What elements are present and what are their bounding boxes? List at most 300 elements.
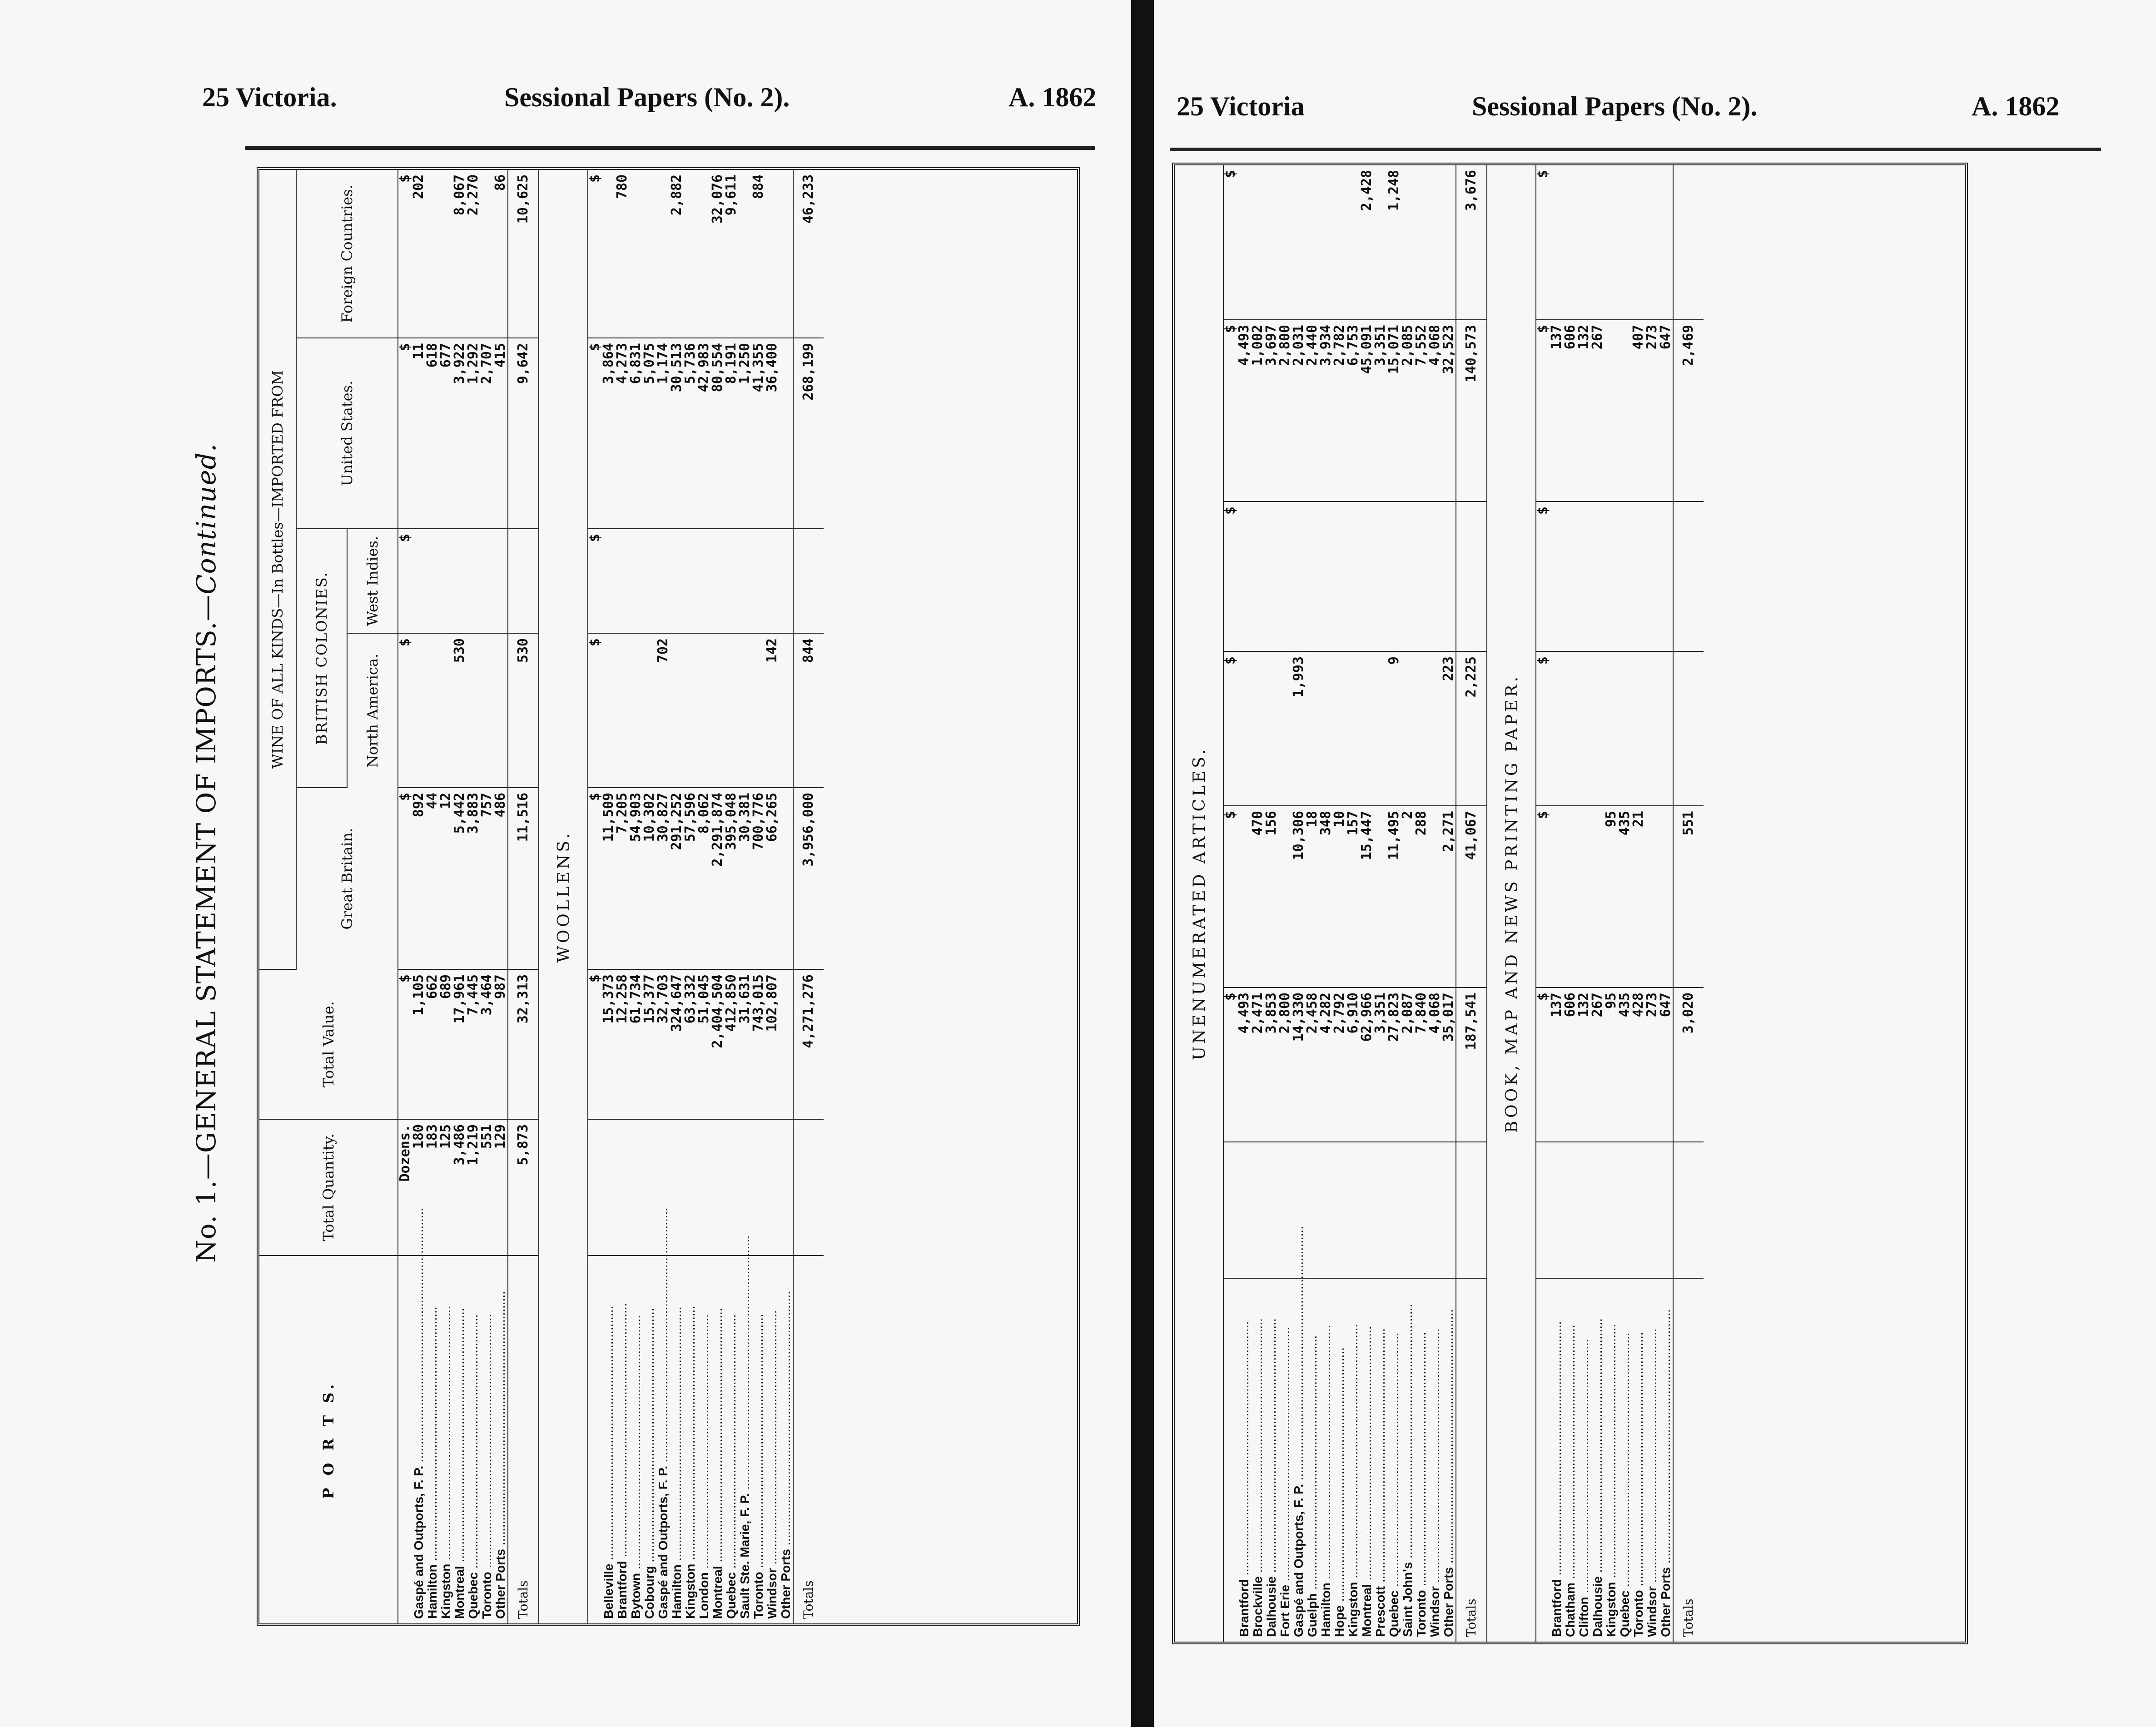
cell-na [1333,651,1346,806]
cell-na [1237,651,1251,806]
unenumerated-totals-na: 2,225 [1456,651,1487,806]
cell-value: 3,351 [1374,988,1387,1142]
cell-qty: 180 [412,1119,426,1256]
cell-value: 662 [426,969,439,1119]
cell-fc [1251,165,1265,320]
cell-us: 6,753 [1346,320,1360,501]
cell-gb: 5,442 [453,788,467,969]
cell-us: 6,831 [629,338,643,529]
cell-value: 4,282 [1319,988,1333,1142]
port-name: Montreal ..... [711,1261,725,1619]
cell-na [1319,651,1333,806]
section-title-woollens: WOOLLENS. [539,170,588,1623]
cell-fc [629,170,643,338]
port-name: Hamilton ..... [670,1261,684,1619]
table-row [616,170,629,1623]
cell-fc [602,170,616,338]
totals-us: 9,642 [508,338,539,529]
cell-fc [1401,165,1415,320]
book-totals-value: 3,020 [1673,988,1704,1142]
cell-gb [1591,806,1605,988]
table-row [1346,165,1360,1642]
cell-fc [779,170,793,338]
cell-gb: 2 [1401,806,1415,988]
cell-fc [1428,165,1442,320]
table-row [1374,165,1387,1642]
port-name-cell [1591,1278,1605,1642]
cell-qty: 125 [439,1119,453,1256]
cell-na [697,633,711,788]
cell-us: 647 [1659,320,1673,501]
cell-us: 1,174 [656,338,670,529]
port-name-cell [1428,1278,1442,1642]
port-name: Toronto ..... [1632,1283,1645,1637]
cell-value: 31,631 [738,969,752,1119]
cell-na [670,633,684,788]
cell-fc [643,170,656,338]
woollens-totals-us: 268,199 [793,338,824,529]
cell-fc [1319,165,1333,320]
port-name: Chatham ..... [1564,1283,1577,1637]
cell-fc: 2,882 [670,170,684,338]
running-head-session: 25 Victoria. [202,82,337,112]
cell-fc: 2,270 [467,170,480,338]
port-name: Brantford ..... [616,1261,629,1619]
port-name: Windsor ..... [1645,1283,1659,1637]
cell-na [725,633,738,788]
cell-qty: 3,486 [453,1119,467,1256]
cell-fc [1265,165,1278,320]
cell-fc [1333,165,1346,320]
port-name-cell [1564,1278,1577,1642]
table-row [453,170,467,1623]
table-row [1292,165,1306,1642]
col-total-value: Total Value. [259,969,398,1119]
port-name-cell [684,1256,697,1623]
cell-us: 2,085 [1401,320,1415,501]
table-row [1265,165,1278,1642]
port-name: Brockville ..... [1251,1283,1265,1637]
totals-wi [508,529,539,633]
cell-us: 4,493 [1237,320,1251,501]
table-title-main: No. 1.—GENERAL STATEMENT OF IMPORTS.— [191,594,222,1263]
port-name-cell [602,1256,616,1623]
book-unit-value: $ [1536,988,1550,1142]
col-british-colonies: BRITISH COLONIES. [296,529,347,788]
book-totals-us: 2,469 [1673,320,1704,501]
port-name-cell [1415,1278,1428,1642]
port-name-cell [1278,1278,1292,1642]
port-name-cell [1237,1278,1251,1642]
cell-us: 606 [1564,320,1577,501]
wine-totals-row [508,170,539,1623]
cell-gb [1577,806,1591,988]
cell-us: 137 [1550,320,1564,501]
port-name-cell [1292,1278,1306,1642]
cell-value: 102,807 [765,969,779,1119]
cell-fc: 1,248 [1387,165,1401,320]
unenumerated-unit-na: $ [1223,651,1237,806]
woollens-totals-fc: 46,233 [793,170,824,338]
table-row [1251,165,1265,1642]
port-name-cell [1319,1278,1333,1642]
cell-fc [697,170,711,338]
cell-value: 3,853 [1265,988,1278,1142]
table-row [1618,165,1632,1642]
cell-value: 12,258 [616,969,629,1119]
running-head-year: A. 1862 [1008,82,1097,112]
table-row [779,170,793,1623]
port-name: Windsor ..... [1428,1283,1442,1637]
unit-na: $ [398,633,412,788]
running-head-session-right: 25 Victoria [1177,91,1305,121]
cell-us: 8,191 [725,338,738,529]
cell-gb [1659,806,1673,988]
cell-us: 32,523 [1442,320,1456,501]
cell-fc [1442,165,1456,320]
cell-us: 41,355 [752,338,765,529]
cell-qty: 183 [426,1119,439,1256]
table-row [738,170,752,1623]
cell-us: 30,513 [670,338,684,529]
book-totals-label: Totals [1673,1278,1704,1642]
cell-na [779,633,793,788]
port-name-cell [711,1256,725,1623]
cell-us: 3,922 [453,338,467,529]
imports-table-right [1172,163,1968,1644]
port-name: Toronto ..... [752,1261,765,1619]
cell-na [1306,651,1319,806]
cell-na [1251,651,1265,806]
cell-value: 27,823 [1387,988,1401,1142]
unenumerated-book-table [1175,165,1704,1642]
port-name: Bytown ..... [629,1261,643,1619]
unenumerated-unit-gb: $ [1223,806,1237,988]
cell-fc: 32,076 [711,170,725,338]
cell-value: 2,404,504 [711,969,725,1119]
cell-value: 51,045 [697,969,711,1119]
cell-value: 4,068 [1428,988,1442,1142]
cell-gb: 11,495 [1387,806,1401,988]
cell-value: 14,330 [1292,988,1306,1142]
cell-us: 407 [1632,320,1645,501]
cell-value: 7,445 [467,969,480,1119]
cell-us: 415 [494,338,508,529]
cell-value: 95 [1605,988,1618,1142]
cell-gb: 395,048 [725,788,738,969]
unenumerated-totals-gb: 41,067 [1456,806,1487,988]
cell-gb: 157 [1346,806,1360,988]
cell-value: 1,105 [412,969,426,1119]
right-page [1154,0,2156,1727]
rule [245,146,1095,150]
cell-gb [1237,806,1251,988]
col-united-states: United States. [296,338,398,529]
cell-na: 223 [1442,651,1456,806]
cell-us [1605,320,1618,501]
table-row [494,170,508,1623]
cell-fc [1306,165,1319,320]
cell-value: 2,087 [1401,988,1415,1142]
cell-gb: 8,062 [697,788,711,969]
port-name-cell [453,1256,467,1623]
cell-value: 62,966 [1360,988,1374,1142]
port-name-cell [1333,1278,1346,1642]
cell-value: 606 [1564,988,1577,1142]
table-row [656,170,670,1623]
cell-value: 987 [494,969,508,1119]
port-name-cell [725,1256,738,1623]
port-name-cell [1632,1278,1645,1642]
cell-gb: 30,381 [738,788,752,969]
section-title-unenumerated: UNENUMERATED ARTICLES. [1175,165,1223,1642]
table-row [629,170,643,1623]
woollens-totals-na: 844 [793,633,824,788]
cell-gb: 3,883 [467,788,480,969]
port-name-cell [697,1256,711,1623]
cell-gb: 11,509 [602,788,616,969]
unenumerated-unit-row [1223,165,1237,1642]
running-head-title: Sessional Papers (No. 2). [504,82,790,112]
port-name: Brantford ..... [1237,1283,1251,1637]
port-name: Hope ..... [1333,1283,1346,1637]
cell-gb: 486 [494,788,508,969]
table-row [1401,165,1415,1642]
cell-gb: 2,291,874 [711,788,725,969]
cell-us: 36,400 [765,338,779,529]
cell-gb: 291,252 [670,788,684,969]
cell-fc [426,170,439,338]
cell-us: 2,440 [1306,320,1319,501]
cell-gb: 2,271 [1442,806,1456,988]
cell-na [1346,651,1360,806]
port-name-cell [1442,1278,1456,1642]
unit-us: $ [398,338,412,529]
unit-row [398,170,412,1623]
table-row [1564,165,1577,1642]
port-name: Gaspé and Outports, F. P. ..... [412,1261,426,1619]
cell-fc: 2,428 [1360,165,1374,320]
port-name-cell [494,1256,508,1623]
port-name-cell [1659,1278,1673,1642]
cell-value: 7,840 [1415,988,1428,1142]
port-name-cell [765,1256,779,1623]
cell-value: 689 [439,969,453,1119]
imports-table-left [257,167,1080,1626]
unenumerated-unit-wi: $ [1223,501,1237,651]
cell-na [738,633,752,788]
totals-qty: 5,873 [508,1119,539,1256]
table-row [439,170,453,1623]
table-row [1659,165,1673,1642]
port-name-cell [1605,1278,1618,1642]
cell-fc: 884 [752,170,765,338]
cell-value: 3,464 [480,969,494,1119]
totals-label: Totals [508,1256,539,1623]
cell-fc [738,170,752,338]
cell-fc: 8,067 [453,170,467,338]
col-west-indies: West Indies. [347,529,398,633]
cell-fc [1278,165,1292,320]
unenumerated-totals-label: Totals [1456,1278,1487,1642]
woollens-unit-row [588,170,602,1623]
cell-us: 132 [1577,320,1591,501]
table-row [412,170,426,1623]
woollens-totals-gb: 3,956,000 [793,788,824,969]
cell-gb: 44 [426,788,439,969]
cell-us: 3,697 [1265,320,1278,501]
table-row [697,170,711,1623]
table-row [670,170,684,1623]
port-name: Other Ports ..... [1659,1283,1673,1637]
port-name: Montreal ..... [1360,1283,1374,1637]
cell-gb: 66,265 [765,788,779,969]
cell-value: 273 [1645,988,1659,1142]
cell-us [1618,320,1632,501]
cell-gb [1645,806,1659,988]
table-row [1645,165,1659,1642]
table-row [725,170,738,1623]
table-row [1333,165,1346,1642]
cell-wi [467,529,480,633]
cell-value: 32,703 [656,969,670,1119]
cell-us: 2,800 [1278,320,1292,501]
port-name-cell [412,1256,426,1623]
cell-wi [494,529,508,633]
cell-gb: 892 [412,788,426,969]
unit-qty: Dozens. [398,1119,412,1256]
cell-gb: 12 [439,788,453,969]
cell-us: 5,736 [684,338,697,529]
book-totals-row [1673,165,1704,1642]
port-name-cell [1346,1278,1360,1642]
cell-us: 11 [412,338,426,529]
table-row [765,170,779,1623]
cell-fc [1237,165,1251,320]
cell-na [1428,651,1442,806]
table-row [467,170,480,1623]
cell-qty: 551 [480,1119,494,1256]
woollens-unit-na: $ [588,633,602,788]
cell-na [1374,651,1387,806]
book-unit-gb: $ [1536,806,1550,988]
cell-value: 6,910 [1346,988,1360,1142]
cell-us: 2,031 [1292,320,1306,501]
cell-us [779,338,793,529]
cell-wi [439,529,453,633]
cell-wi [412,529,426,633]
cell-us: 5,075 [643,338,656,529]
port-name: Sault Ste. Marie, F. P. ..... [738,1261,752,1619]
port-name-cell [467,1256,480,1623]
cell-qty: 1,219 [467,1119,480,1256]
cell-wi [426,529,439,633]
cell-na: 9 [1387,651,1401,806]
cell-value: 61,734 [629,969,643,1119]
cell-fc [480,170,494,338]
book-totals-gb: 551 [1673,806,1704,988]
cell-us: 4,068 [1428,320,1442,501]
cell-na [480,633,494,788]
cell-fc [656,170,670,338]
cell-fc [684,170,697,338]
binding-gutter [1131,0,1154,1727]
table-title [191,443,222,1263]
table-row [752,170,765,1623]
rule-right [1170,148,2101,151]
port-name-cell [670,1256,684,1623]
table-row [643,170,656,1623]
port-name: Kingston ..... [684,1261,697,1619]
table-row [1577,165,1591,1642]
book-unit-fc: $ [1536,165,1550,320]
woollens-totals-value: 4,271,276 [793,969,824,1119]
col-total-quantity: Total Quantity. [259,1119,398,1256]
cell-us: 7,552 [1415,320,1428,501]
cell-na [1360,651,1374,806]
cell-gb: 95 [1605,806,1618,988]
col-ports: P O R T S. [259,1256,398,1623]
woollens-totals-row [793,170,824,1623]
cell-fc [1374,165,1387,320]
cell-gb: 30,827 [656,788,670,969]
table-row [1360,165,1374,1642]
port-name-cell [1374,1278,1387,1642]
cell-value: 2,792 [1333,988,1346,1142]
section-title-book: BOOK, MAP AND NEWS PRINTING PAPER. [1487,165,1536,1642]
cell-fc [765,170,779,338]
cell-na [616,633,629,788]
cell-value: 2,471 [1251,988,1265,1142]
cell-gb [779,788,793,969]
cell-gb: 348 [1319,806,1333,988]
port-name: Montreal ..... [453,1261,467,1619]
cell-value: 2,458 [1306,988,1319,1142]
port-name-cell [779,1256,793,1623]
cell-na [602,633,616,788]
col-foreign-countries: Foreign Countries. [296,170,398,338]
port-name: Gaspé and Outports, F. P. ..... [656,1261,670,1619]
port-name: Other Ports ..... [494,1261,507,1619]
cell-fc: 202 [412,170,426,338]
port-name-cell [1251,1278,1265,1642]
cell-fc: 9,611 [725,170,738,338]
cell-gb: 57,596 [684,788,697,969]
cell-qty: 129 [494,1119,508,1256]
port-name: Toronto ..... [480,1261,494,1619]
cell-us: 2,707 [480,338,494,529]
running-head-title-right: Sessional Papers (No. 2). [1472,91,1758,121]
table-row [480,170,494,1623]
cell-us: 15,071 [1387,320,1401,501]
unenumerated-totals-row [1456,165,1487,1642]
port-name-cell [656,1256,670,1623]
cell-value: 324,647 [670,969,684,1119]
cell-us: 3,864 [602,338,616,529]
cell-na [629,633,643,788]
totals-gb: 11,516 [508,788,539,969]
table-row [426,170,439,1623]
port-name-cell [1306,1278,1319,1642]
table-row [1632,165,1645,1642]
port-name-cell [738,1256,752,1623]
book-unit-us: $ [1536,320,1550,501]
cell-na: 142 [765,633,779,788]
port-name-cell [480,1256,494,1623]
table-row [1319,165,1333,1642]
table-title-continued: Continued. [191,443,222,595]
cell-us: 267 [1591,320,1605,501]
